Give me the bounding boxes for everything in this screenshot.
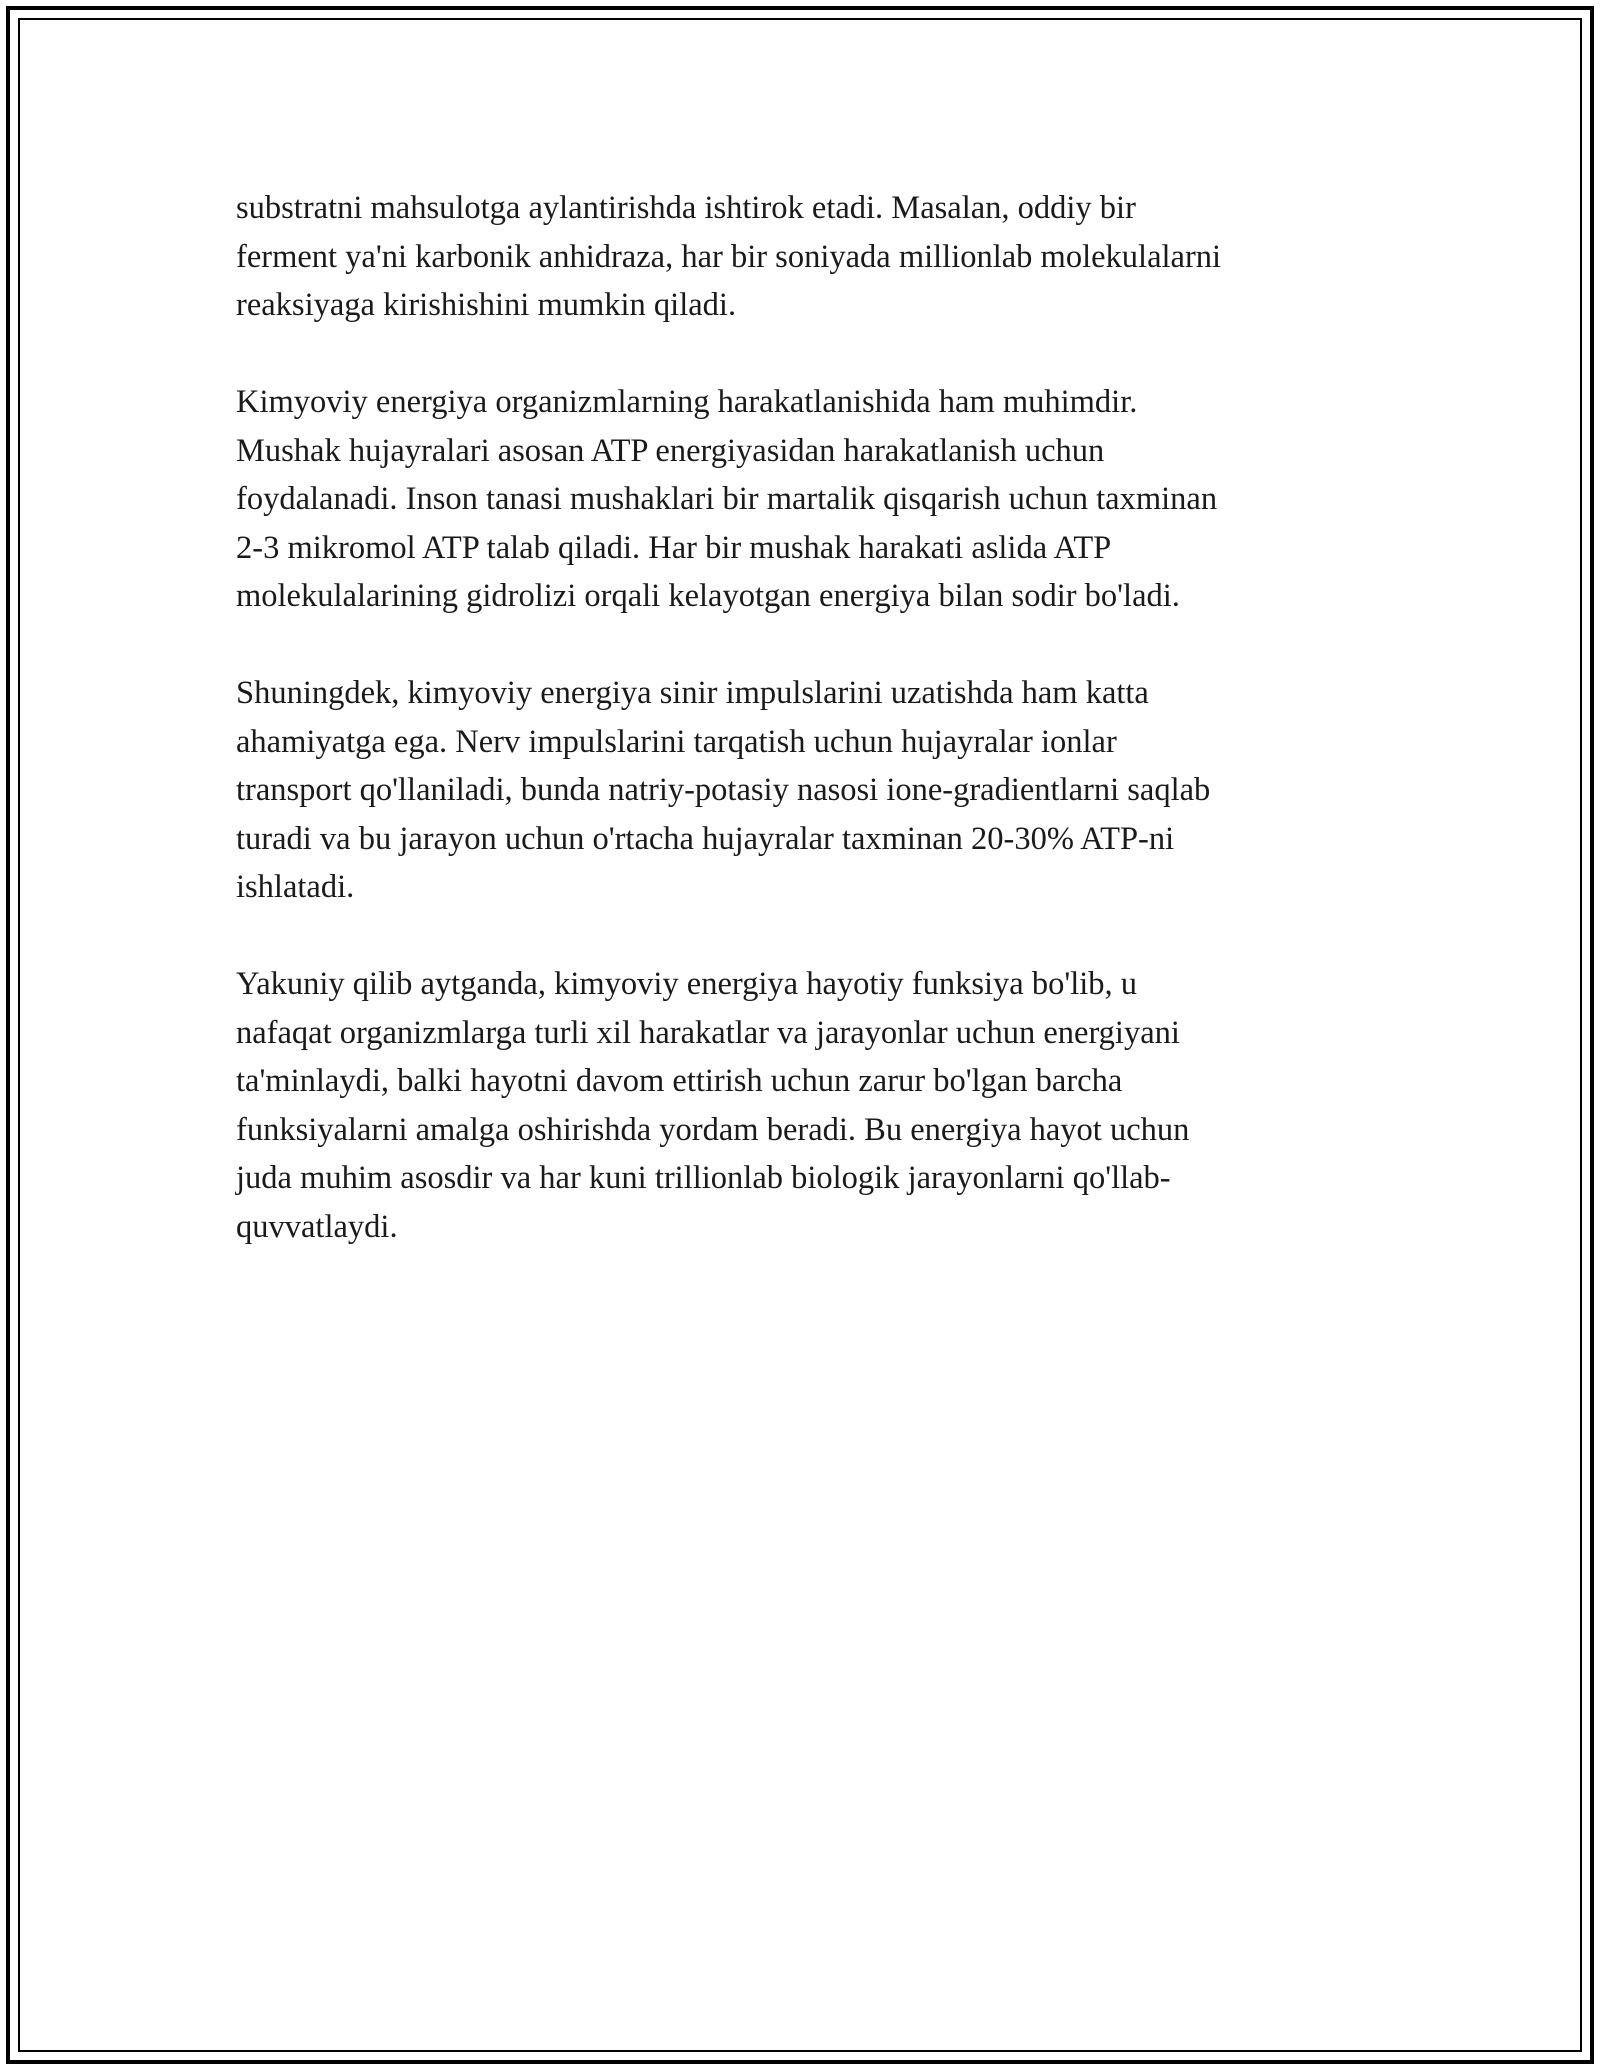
text-line: ta'minlaydi, balki hayotni davom ettirish uchun zarur bo'lgan barcha (236, 1063, 1123, 1099)
document-body (236, 184, 1366, 1300)
text-line: quvvatlaydi. (236, 1208, 398, 1245)
text-line: ishlatadi. (236, 869, 355, 905)
text-line: Shuningdek, kimyoviy energiya sinir impulslarini uzatishda ham katta (236, 675, 1149, 711)
text-line: Mushak hujayralari asosan ATP energiyasidan harakatlanish uchun (236, 432, 1105, 469)
paragraph-conclusion (236, 960, 1366, 1251)
paragraph-nerve-impulses (236, 669, 1366, 912)
paragraph-muscle-movement (236, 378, 1366, 621)
text-line: Kimyoviy energiya organizmlarning harakatlanishida ham muhimdir. (236, 384, 1138, 420)
text-line: juda muhim asosdir va har kuni trillionlab biologik jarayonlarni qo'llab- (236, 1160, 1171, 1196)
text-line: nafaqat organizmlarga turli xil harakatlar va jarayonlar uchun energiyani (236, 1014, 1180, 1051)
paragraph-enzyme-catalysis (236, 184, 1366, 330)
text-line: ferment ya'ni karbonik anhidraza, har bir soniyada millionlab molekulalarni (236, 238, 1222, 275)
text-line: foydalanadi. Inson tanasi mushaklari bir martalik qisqarish uchun taxminan (236, 481, 1218, 517)
text-line: Yakuniy qilib aytganda, kimyoviy energiya hayotiy funksiya bo'lib, u (236, 966, 1138, 1002)
text-line: molekulalarining gidrolizi orqali kelayotgan energiya bilan sodir bo'ladi. (236, 578, 1180, 614)
text-line: reaksiyaga kirishishini mumkin qiladi. (236, 287, 737, 323)
text-line: ahamiyatga ega. Nerv impulslarini tarqatish uchun hujayralar ionlar (236, 723, 1117, 760)
text-line: turadi va bu jarayon uchun o'rtacha hujayralar taxminan 20-30% ATP-ni (236, 820, 1175, 857)
text-line: substratni mahsulotga aylantirishda ishtirok etadi. Masalan, oddiy bir (236, 190, 1136, 226)
text-line: 2-3 mikromol ATP talab qiladi. Har bir mushak harakati aslida ATP (236, 529, 1112, 566)
text-line: funksiyalarni amalga oshirishda yordam beradi. Bu energiya hayot uchun (236, 1111, 1190, 1148)
text-line: transport qo'llaniladi, bunda natriy-potasiy nasosi ione-gradientlarni saqlab (236, 772, 1211, 808)
